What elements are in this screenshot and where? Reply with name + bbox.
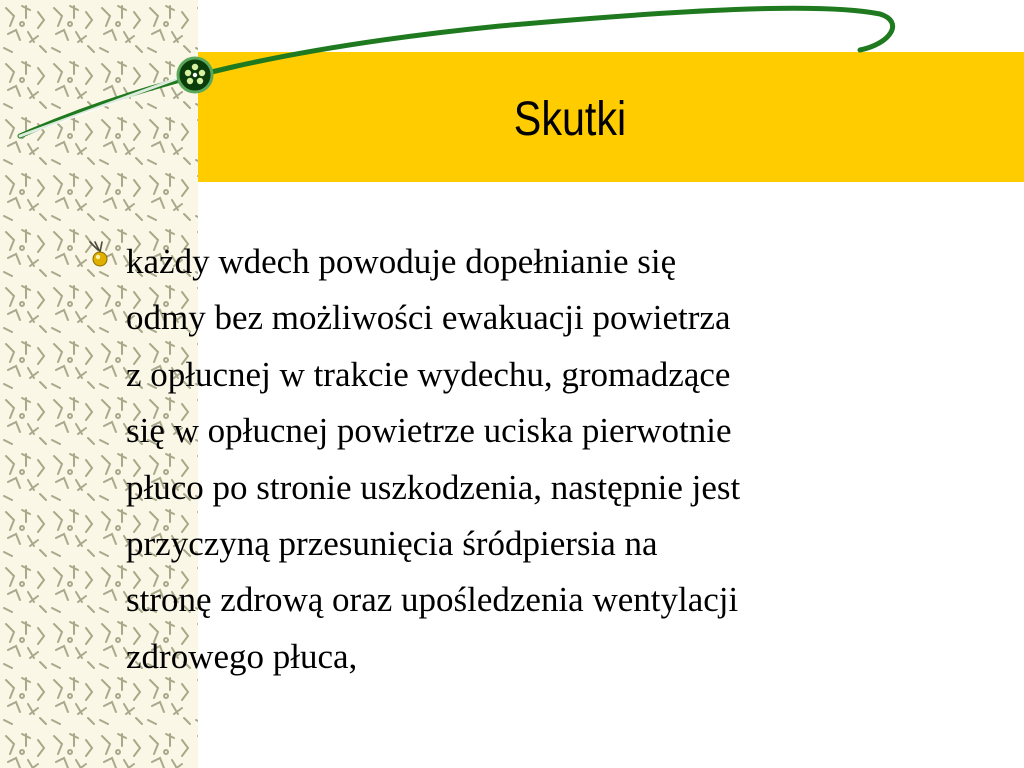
bullet-line: płuco po stronie uszkodzenia, następnie jest bbox=[126, 467, 741, 507]
yellow-dot-bullet-icon bbox=[86, 240, 112, 268]
bullet-line: się w opłucnej powietrze uciska pierwotnie bbox=[126, 411, 732, 451]
bullet-line: zdrowego płuca, bbox=[126, 636, 358, 676]
slide-title: Skutki bbox=[513, 93, 627, 146]
bullet-line: z opłucnej w trakcie wydechu, gromadzące bbox=[126, 354, 731, 394]
bullet-line: każdy wdech powoduje dopełnianie się bbox=[126, 242, 677, 281]
bullet-line: odmy bez możliwości ewakuacji powietrza bbox=[126, 298, 731, 338]
bullet-text bbox=[126, 234, 936, 685]
bullet-line: przyczyną przesunięcia śródpiersia na bbox=[126, 524, 658, 564]
bullet-line: stronę zdrową oraz upośledzenia wentylacji bbox=[126, 580, 739, 620]
